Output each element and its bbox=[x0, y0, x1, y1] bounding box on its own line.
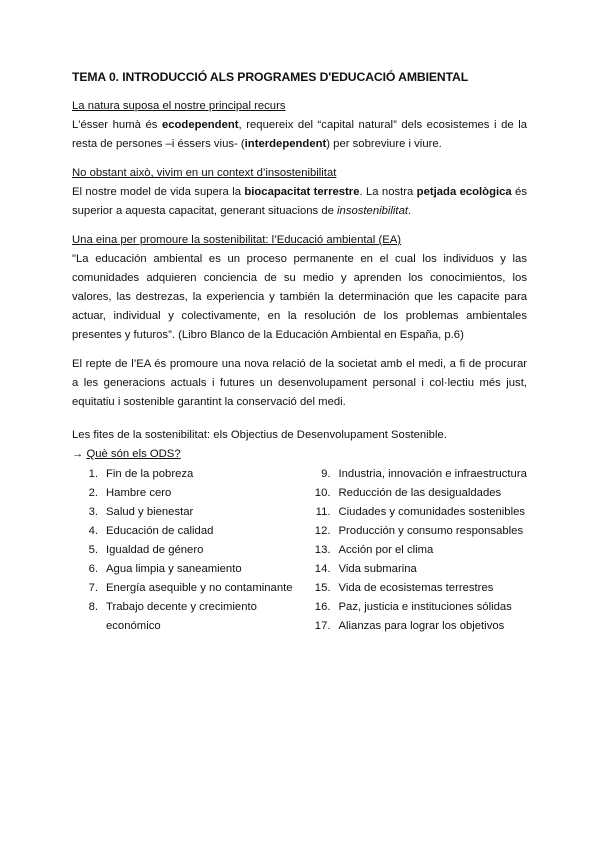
list-number: 9. bbox=[321, 468, 331, 480]
list-item bbox=[72, 465, 295, 484]
list-text: Vida submarina bbox=[338, 563, 417, 575]
list-number: 1. bbox=[88, 468, 98, 480]
text-run: és superior a aquesta capacitat, generant situacions de bbox=[72, 186, 527, 217]
list-text: Fin de la pobreza bbox=[106, 468, 194, 480]
bold-term: ecodependent bbox=[161, 119, 239, 131]
document-page bbox=[72, 62, 527, 646]
list-text: Igualdad de género bbox=[106, 544, 204, 556]
list-number: 5. bbox=[88, 544, 98, 556]
list-number: 13. bbox=[314, 544, 331, 556]
list-number: 2. bbox=[88, 487, 98, 499]
section-heading: La natura suposa el nostre principal recurs bbox=[72, 100, 286, 112]
list-item bbox=[305, 503, 528, 522]
list-text: Industria, innovación e infraestructura bbox=[338, 468, 527, 480]
list-number: 11. bbox=[315, 506, 331, 518]
list-text: Producción y consumo responsables bbox=[338, 525, 524, 537]
list-number: 15. bbox=[314, 582, 331, 594]
text-run: . La nostra bbox=[359, 186, 417, 198]
list-number: 12. bbox=[314, 525, 331, 537]
list-item bbox=[305, 541, 528, 560]
list-item bbox=[72, 598, 295, 636]
list-text: Alianzas para lograr los objetivos bbox=[338, 620, 505, 632]
list-number: 3. bbox=[88, 506, 98, 518]
list-item bbox=[305, 598, 528, 617]
section-heading: No obstant això, vivim en un context d’insostenibilitat bbox=[72, 167, 337, 179]
list-text: Salud y bienestar bbox=[106, 506, 194, 518]
list-number: 8. bbox=[88, 601, 98, 613]
text-run: L'ésser humà és bbox=[72, 119, 162, 131]
text-run: ) per sobreviure i viure. bbox=[326, 138, 442, 150]
list-item bbox=[72, 484, 295, 503]
section-educacio-ambiental bbox=[72, 231, 527, 412]
ods-list bbox=[72, 465, 527, 636]
ods-column-left bbox=[72, 465, 295, 636]
list-item bbox=[305, 465, 528, 484]
list-text: Agua limpia y saneamiento bbox=[106, 563, 242, 575]
text-run: , requereix del “capital natural” dels ecosistemes i de la resta de persones –i éssers vius- ( bbox=[72, 119, 528, 150]
section-heading: Una eina per promoure la sostenibilitat: l’Educació ambiental (EA) bbox=[72, 234, 402, 246]
bold-term: petjada ecològica bbox=[416, 186, 512, 198]
list-item bbox=[305, 579, 528, 598]
page-title: TEMA 0. INTRODUCCIÓ ALS PROGRAMES D'EDUCACIÓ AMBIENTAL bbox=[72, 70, 469, 84]
section-natura bbox=[72, 97, 527, 154]
list-number: 16. bbox=[314, 601, 331, 613]
text-run: El nostre model de vida supera la bbox=[72, 186, 245, 198]
list-item bbox=[72, 560, 295, 579]
list-item bbox=[305, 617, 528, 636]
arrow-icon: → bbox=[72, 448, 87, 460]
list-text: Hambre cero bbox=[106, 487, 172, 499]
section-intro: Les fites de la sostenibilitat: els Objectius de Desenvolupament Sostenible. bbox=[72, 429, 447, 441]
list-text: Paz, justicia e instituciones sólidas bbox=[338, 601, 512, 613]
italic-term: insostenibilitat bbox=[337, 205, 408, 217]
quote-paragraph: "La educación ambiental es un proceso permanente en el cual los individuos y las comunidades adquieren conciencia de su medio y aprenden los conocimientos, los valores, las destrezas, la experiencia y también la determinación que les capacite para actuar, individual y colectivamente, en la resolución de los problemas ambientales presentes y futuros”. (Libro Blanco de la Educación Ambiental en España, p.6) bbox=[72, 253, 527, 341]
list-item bbox=[72, 579, 295, 598]
list-text: Educación de calidad bbox=[106, 525, 214, 537]
list-number: 4. bbox=[88, 525, 98, 537]
bold-term: biocapacitat terrestre bbox=[244, 186, 360, 198]
list-number: 6. bbox=[88, 563, 98, 575]
list-text: Vida de ecosistemas terrestres bbox=[338, 582, 494, 594]
list-number: 10. bbox=[314, 487, 331, 499]
list-text: Reducción de las desigualdades bbox=[338, 487, 502, 499]
section-paragraph: El repte de l’EA és promoure una nova relació de la societat amb el medi, a fi de procurar a les generacions actuals i futures un desenvolupament personal i col·lectiu més just, equitatiu i sostenible garantint la conservació del medi. bbox=[72, 358, 527, 408]
section-paragraph bbox=[72, 116, 527, 154]
list-number: 7. bbox=[88, 582, 98, 594]
list-number: 17. bbox=[314, 620, 331, 632]
ods-question-label: Què són els ODS? bbox=[86, 448, 181, 460]
list-item bbox=[305, 560, 528, 579]
list-item bbox=[305, 522, 528, 541]
section-insostenibilitat bbox=[72, 164, 527, 221]
list-item bbox=[72, 541, 295, 560]
list-text: Acción por el clima bbox=[338, 544, 434, 556]
list-number: 14. bbox=[314, 563, 331, 575]
bold-term: interdependent bbox=[244, 138, 327, 150]
list-text: Trabajo decente y crecimiento económico bbox=[106, 601, 257, 632]
text-run: . bbox=[408, 205, 412, 217]
list-item bbox=[72, 522, 295, 541]
ods-column-right bbox=[295, 465, 528, 636]
list-item bbox=[305, 484, 528, 503]
ods-question bbox=[72, 445, 527, 464]
list-text: Energía asequible y no contaminante bbox=[106, 582, 293, 594]
list-text: Ciudades y comunidades sostenibles bbox=[338, 506, 526, 518]
list-item bbox=[72, 503, 295, 522]
section-paragraph bbox=[72, 183, 527, 221]
section-ods bbox=[72, 426, 527, 636]
